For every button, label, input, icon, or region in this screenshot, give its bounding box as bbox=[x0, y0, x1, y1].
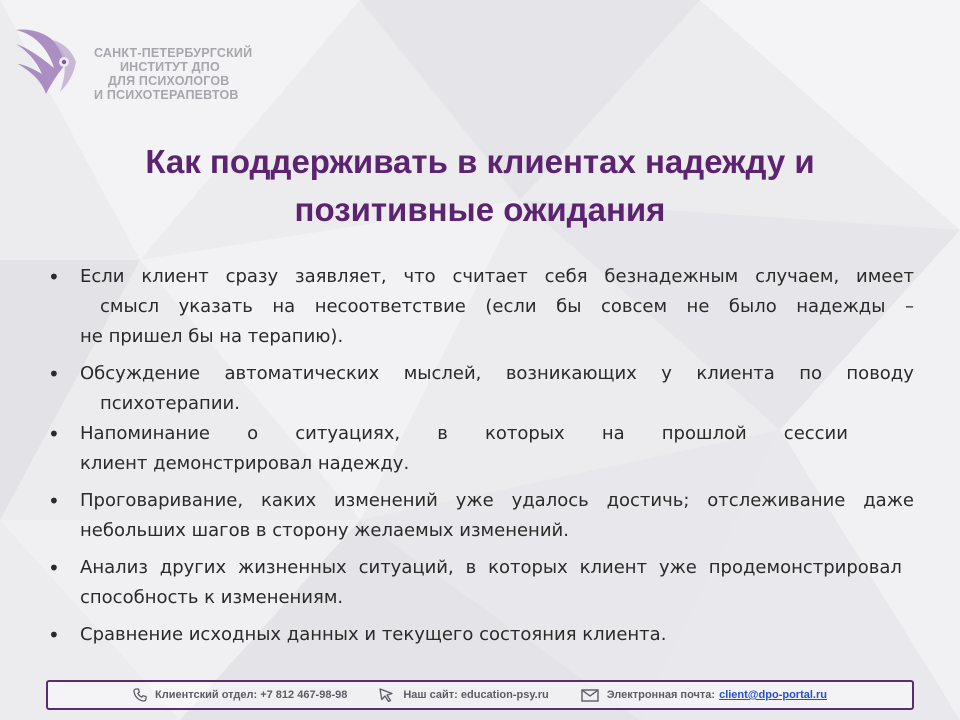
word: смысл bbox=[100, 296, 160, 317]
word: по bbox=[799, 363, 822, 384]
bullet-line: психотерапии. bbox=[100, 393, 240, 414]
footer-phone bbox=[133, 688, 347, 702]
bullet-item bbox=[46, 262, 914, 352]
word: считает bbox=[452, 266, 528, 287]
word: каких bbox=[260, 490, 317, 511]
bullet-marker: • bbox=[48, 489, 60, 513]
bullet-item bbox=[46, 553, 914, 613]
title-line: Как поддерживать в клиентах надежду и bbox=[145, 143, 815, 180]
word: прошлой bbox=[661, 423, 747, 444]
bullet-line: способность к изменениям. bbox=[80, 587, 344, 608]
word: клиента bbox=[696, 363, 775, 384]
bullet-line: клиент демонстрировал надежду. bbox=[80, 453, 410, 474]
bullet-line bbox=[80, 553, 914, 583]
phone-icon bbox=[133, 688, 147, 702]
word: которых bbox=[488, 557, 568, 578]
email-link[interactable]: client@dpo-portal.ru bbox=[719, 689, 827, 701]
cursor-icon bbox=[379, 688, 395, 702]
bullet-line bbox=[80, 419, 914, 449]
word: в bbox=[465, 557, 477, 578]
word: несоответствие bbox=[314, 296, 466, 317]
word: сессии bbox=[783, 423, 848, 444]
word: удалось bbox=[511, 490, 589, 511]
word: клиент bbox=[579, 557, 648, 578]
slide-title bbox=[60, 138, 900, 234]
word: Напоминание bbox=[80, 423, 210, 444]
word: в bbox=[437, 423, 448, 444]
owl-wing-icon bbox=[12, 22, 84, 104]
word: о bbox=[247, 423, 259, 444]
email-label: Электронная почта: bbox=[606, 689, 716, 701]
footer-site bbox=[379, 688, 548, 702]
bullet-line bbox=[80, 359, 914, 389]
word: клиент bbox=[141, 266, 209, 287]
bullet-marker: • bbox=[48, 265, 60, 289]
bullet-line: небольших шагов в сторону желаемых изменений. bbox=[80, 520, 569, 541]
word: продемонстрировал bbox=[708, 557, 902, 578]
footer-email bbox=[581, 689, 827, 702]
site-text: Наш сайт: education-psy.ru bbox=[403, 689, 549, 701]
word: сразу bbox=[225, 266, 279, 287]
word: на bbox=[272, 296, 296, 317]
word: Если bbox=[80, 266, 125, 287]
word: даже bbox=[863, 490, 914, 511]
word: отслеживание bbox=[707, 490, 846, 511]
bullet-marker: • bbox=[48, 556, 60, 580]
word: у bbox=[661, 363, 672, 384]
logo-line: ИНСТИТУТ ДПО bbox=[120, 60, 220, 74]
word: достичь; bbox=[606, 490, 690, 511]
bullet-line: Сравнение исходных данных и текущего состояния клиента. bbox=[80, 624, 667, 645]
bullet-item bbox=[46, 359, 914, 419]
word: других bbox=[159, 557, 227, 578]
bullet-item bbox=[46, 620, 914, 650]
bullet-item bbox=[46, 419, 914, 479]
word: безнадежным bbox=[604, 266, 739, 287]
envelope-icon bbox=[581, 689, 599, 702]
bullet-line bbox=[80, 292, 914, 322]
bullet-marker: • bbox=[48, 362, 60, 386]
word: мыслей, bbox=[403, 363, 482, 384]
institute-logo bbox=[12, 22, 252, 112]
logo-line: САНКТ-ПЕТЕРБУРГСКИЙ bbox=[94, 46, 253, 60]
word: изменений bbox=[333, 490, 438, 511]
bullet-marker: • bbox=[48, 422, 60, 446]
word: имеет bbox=[856, 266, 914, 287]
logo-line: И ПСИХОТЕРАПЕВТОВ bbox=[94, 88, 239, 102]
logo-wordmark bbox=[94, 46, 252, 102]
word: совсем bbox=[600, 296, 668, 317]
bullet-line: не пришел бы на терапию). bbox=[80, 326, 344, 347]
word: которых bbox=[485, 423, 565, 444]
word: уже bbox=[658, 557, 697, 578]
bullet-line bbox=[80, 262, 914, 292]
word: Обсуждение bbox=[80, 363, 201, 384]
word: поводу bbox=[846, 363, 914, 384]
word: бы bbox=[556, 296, 582, 317]
bullet-item bbox=[46, 486, 914, 546]
word: что bbox=[403, 266, 436, 287]
word: Проговаривание, bbox=[80, 490, 244, 511]
title-line: позитивные ожидания bbox=[294, 191, 666, 228]
word: не bbox=[686, 296, 710, 317]
bullet-list bbox=[46, 262, 914, 650]
word: было bbox=[728, 296, 777, 317]
word: возникающих bbox=[505, 363, 637, 384]
word: автоматических bbox=[224, 363, 380, 384]
word: Анализ bbox=[80, 557, 148, 578]
word: ситуаций, bbox=[358, 557, 454, 578]
word: на bbox=[601, 423, 625, 444]
bullet-line bbox=[80, 486, 914, 516]
word: себя bbox=[544, 266, 588, 287]
word: указать bbox=[178, 296, 253, 317]
word: ситуациях, bbox=[295, 423, 401, 444]
word: жизненных bbox=[237, 557, 347, 578]
logo-line: ДЛЯ ПСИХОЛОГОВ bbox=[108, 74, 230, 88]
word: – bbox=[904, 296, 914, 317]
word: заявляет, bbox=[295, 266, 387, 287]
word: (если bbox=[485, 296, 537, 317]
phone-text: Клиентский отдел: +7 812 467-98-98 bbox=[155, 689, 348, 701]
word: случаем, bbox=[755, 266, 840, 287]
word: надежды bbox=[796, 296, 886, 317]
bullet-marker: • bbox=[48, 623, 60, 647]
contact-footer bbox=[46, 680, 914, 710]
word: уже bbox=[455, 490, 494, 511]
